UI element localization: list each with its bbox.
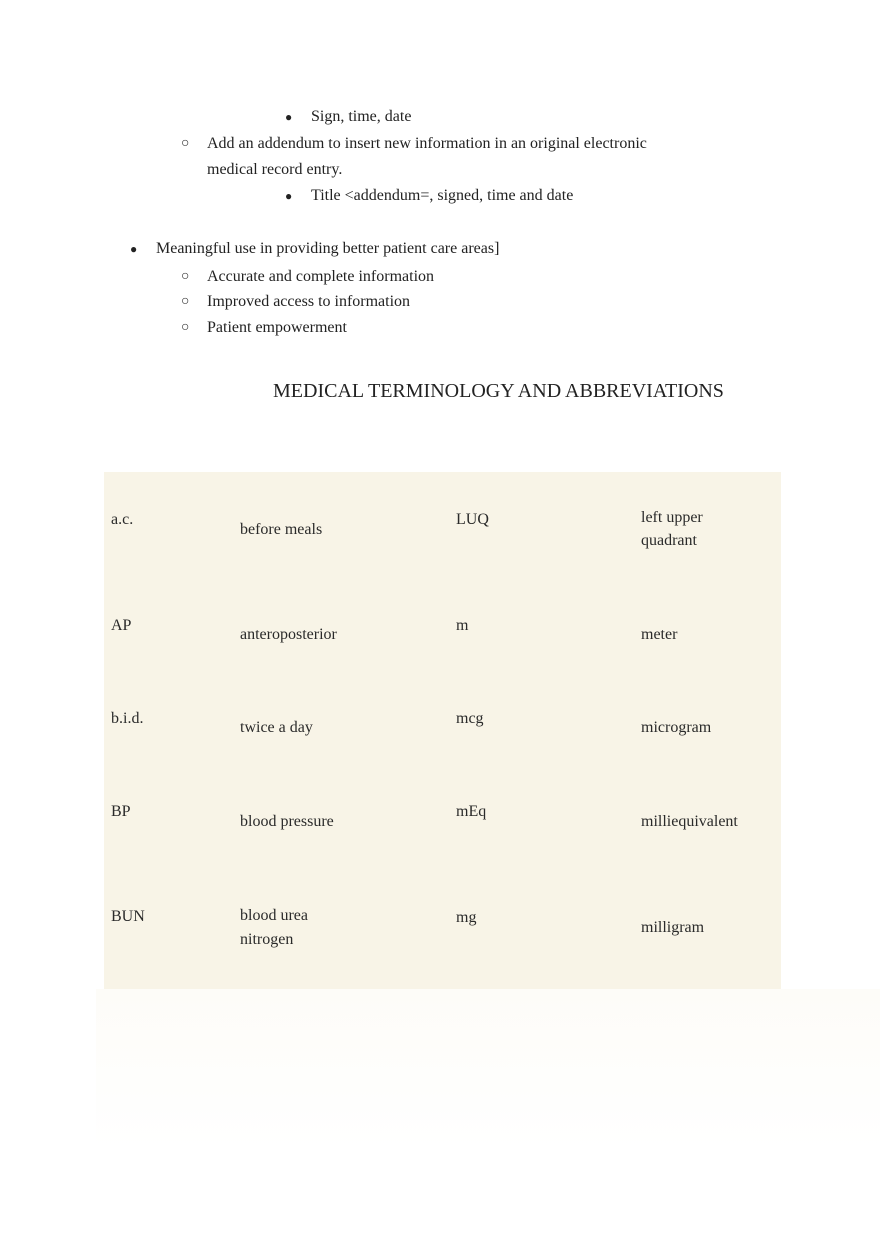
table-cell-abbr: mEq xyxy=(456,803,487,820)
table-cell-def: blood urea xyxy=(240,907,308,924)
table-cell-abbr: BP xyxy=(111,803,131,820)
table-cell-def: milliequivalent xyxy=(641,813,738,830)
table-cell-abbr: BUN xyxy=(111,908,145,925)
list-item: Add an addendum to insert new information in an original electronic xyxy=(207,135,647,152)
table-cell-abbr: m xyxy=(456,617,469,634)
bullet-circle-icon: ○ xyxy=(181,269,190,284)
table-cell-abbr: b.i.d. xyxy=(111,710,144,727)
table-cell-def: twice a day xyxy=(240,719,313,736)
bullet-circle-icon: ○ xyxy=(181,136,190,151)
table-cell-def: anteroposterior xyxy=(240,626,337,643)
bullet-disc-icon: ● xyxy=(285,189,293,203)
table-cell-def: milligram xyxy=(641,919,705,936)
list-item: Accurate and complete information xyxy=(207,268,435,285)
table-cell-def: nitrogen xyxy=(240,931,294,948)
table-cell-def: blood pressure xyxy=(240,813,334,830)
table-cell-def: meter xyxy=(641,626,678,643)
table-cell-def: left upper xyxy=(641,509,703,526)
list-item: Patient empowerment xyxy=(207,319,347,336)
table-cell-def: quadrant xyxy=(641,532,697,549)
table-cell-abbr: a.c. xyxy=(111,511,134,528)
bullet-circle-icon: ○ xyxy=(181,294,190,309)
list-item: Sign, time, date xyxy=(311,108,412,125)
list-item: Title <addendum=, signed, time and date xyxy=(311,187,574,204)
list-item: Improved access to information xyxy=(207,293,411,310)
table-cell-abbr: AP xyxy=(111,617,132,634)
page-title: MEDICAL TERMINOLOGY AND ABBREVIATIONS xyxy=(273,380,724,402)
list-item-continuation: medical record entry. xyxy=(207,161,343,178)
page-background-shade xyxy=(96,989,880,1149)
list-item: Meaningful use in providing better patient care areas] xyxy=(156,240,500,257)
bullet-disc-icon: ● xyxy=(130,242,138,256)
bullet-disc-icon: ● xyxy=(285,110,293,124)
table-cell-abbr: mcg xyxy=(456,710,484,727)
bullet-circle-icon: ○ xyxy=(181,320,190,335)
table-cell-abbr: LUQ xyxy=(456,511,489,528)
table-cell-abbr: mg xyxy=(456,909,477,926)
table-cell-def: before meals xyxy=(240,521,323,538)
table-cell-def: microgram xyxy=(641,719,712,736)
